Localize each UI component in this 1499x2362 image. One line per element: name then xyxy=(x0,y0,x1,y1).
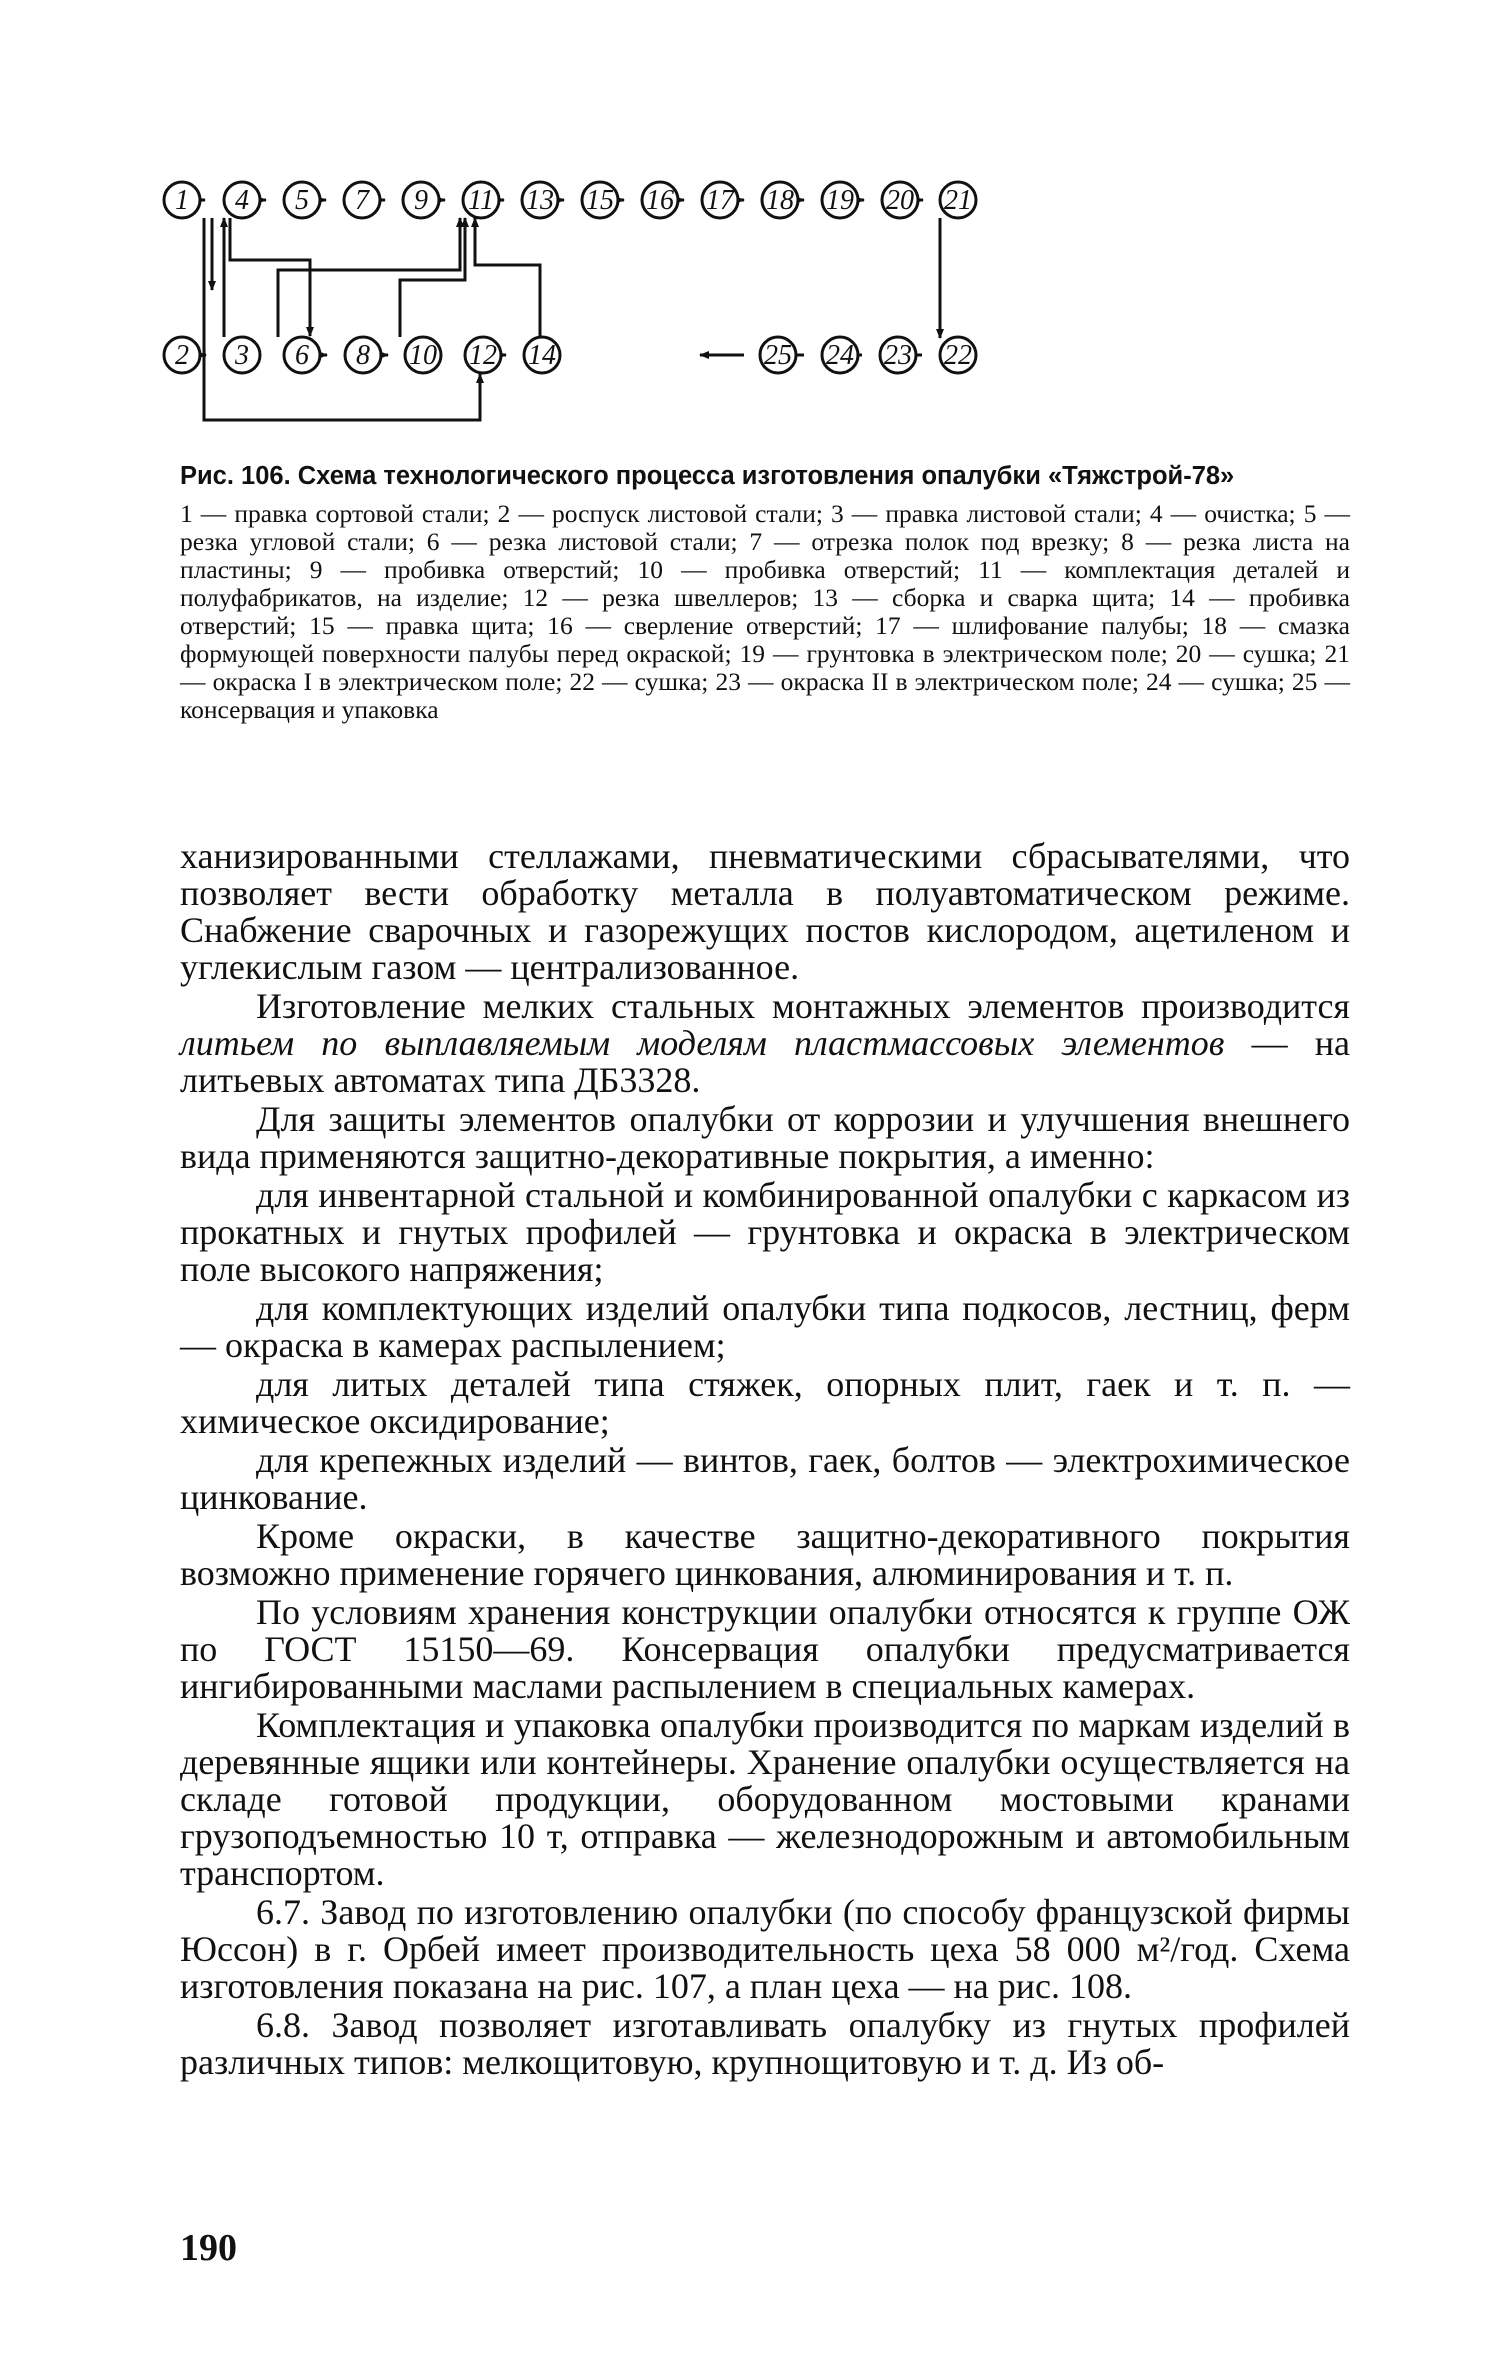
caption-title: Рис. 106. Схема технологического процесса изготовления опалубки «Тяжстрой-78» xyxy=(180,462,1235,490)
process-node-label: 13 xyxy=(526,185,554,216)
paragraph: для комплектующих изделий опалубки типа подкосов, лестниц, ферм — окраска в камерах распылением; xyxy=(180,1288,1350,1365)
process-node-label: 18 xyxy=(766,185,794,216)
process-node xyxy=(702,182,738,218)
process-flow-diagram xyxy=(160,160,1360,460)
process-node-label: 6 xyxy=(295,340,309,371)
process-node-label: 21 xyxy=(944,185,972,216)
process-node xyxy=(940,337,976,373)
process-node-label: 14 xyxy=(528,340,556,371)
process-node xyxy=(224,337,260,373)
process-node xyxy=(582,182,618,218)
process-node xyxy=(522,182,558,218)
paragraph: для крепежных изделий — винтов, гаек, болтов — электрохимическое цинкование. xyxy=(180,1440,1350,1517)
process-node-label: 11 xyxy=(468,185,494,216)
process-node-label: 23 xyxy=(884,340,912,371)
process-node-label: 8 xyxy=(356,340,370,371)
process-node xyxy=(345,337,381,373)
process-node xyxy=(880,337,916,373)
process-node xyxy=(224,182,260,218)
process-node xyxy=(405,337,441,373)
process-node-label: 4 xyxy=(235,185,249,216)
process-node xyxy=(760,337,796,373)
process-node xyxy=(284,182,320,218)
paragraph: Для защиты элементов опалубки от коррозии и улучшения внешнего вида применяются защитно-декоративные покрытия, а именно: xyxy=(180,1099,1350,1176)
caption-legend: 1 — правка сортовой стали; 2 — роспуск листовой стали; 3 — правка листовой стали; 4 — очистка; 5 — резка угловой стали; 6 — резка листовой стали; 7 — отрезка полок под врезку; 8 — резка листа на пластины; 9 — пробивка отверстий; 10 — пробивка отверстий; 11 — комплектация деталей и полуфабрикатов, на изделие; 12 — резка швеллеров; 13 — сборка и сварка щита; 14 — пробивка отверстий; 15 — правка щита; 16 — сверление отверстий; 17 — шлифование палубы; 18 — смазка формующей поверхности палубы перед окраской; 19 — грунтовка в электрическом поле; 20 — сушка; 21 — окраска I в электрическом поле; 22 — сушка; 23 — окраска II в электрическом поле; 24 — сушка; 25 — консервация и упаковка xyxy=(180,499,1350,724)
process-node-label: 24 xyxy=(826,340,854,371)
process-node-label: 19 xyxy=(826,185,854,216)
figure-caption xyxy=(180,460,1350,724)
paragraph: Кроме окраски, в качестве защитно-декоративного покрытия возможно применение горячего цинкования, алюминирования и т. п. xyxy=(180,1516,1350,1593)
flow-connectors xyxy=(182,200,940,420)
paragraph: 6.7. Завод по изготовлению опалубки (по способу французской фирмы Юссон) в г. Орбей имеет производительность цеха 58 000 м²/год. Схема изготовления показана на рис. 107, а план цеха — на рис. 108. xyxy=(180,1892,1350,2006)
process-node-label: 1 xyxy=(175,185,189,216)
process-node-label: 10 xyxy=(409,340,437,371)
process-node xyxy=(403,182,439,218)
process-node xyxy=(164,182,200,218)
process-node xyxy=(822,337,858,373)
paragraph: для литых деталей типа стяжек, опорных плит, гаек и т. п. — химическое оксидирование; xyxy=(180,1364,1350,1441)
process-node xyxy=(524,337,560,373)
italic-run: литьем по выплавляемым моделям пластмассовых элементов xyxy=(180,1023,1225,1063)
process-node-label: 7 xyxy=(355,185,369,216)
paragraph: Комплектация и упаковка опалубки производится по маркам изделий в деревянные ящики или контейнеры. Хранение опалубки осуществляется на складе готовой продукции, оборудованном мостовыми кранами грузоподъемностью 10 т, отправка — железнодорожным и автомобильным транспортом. xyxy=(180,1705,1350,1893)
paragraph: ханизированными стеллажами, пневматическими сбрасывателями, что позволяет вести обработку металла в полуавтоматическом режиме. Снабжение сварочных и газорежущих постов кислородом, ацетиленом и углекислым газом — централизованное. xyxy=(180,836,1350,987)
process-node xyxy=(762,182,798,218)
paragraph xyxy=(180,988,1350,1099)
text-run: Изготовление мелких стальных монтажных элементов производится xyxy=(256,986,1350,1026)
process-node xyxy=(463,182,499,218)
process-node-label: 9 xyxy=(414,185,428,216)
process-node xyxy=(465,337,501,373)
process-node-label: 2 xyxy=(175,340,189,371)
process-node xyxy=(164,337,200,373)
process-node xyxy=(642,182,678,218)
process-node-label: 16 xyxy=(646,185,674,216)
process-node xyxy=(882,182,918,218)
process-node-label: 5 xyxy=(295,185,309,216)
process-node-label: 20 xyxy=(886,185,914,216)
process-nodes xyxy=(164,182,976,373)
paragraph: для инвентарной стальной и комбинированной опалубки с каркасом из прокатных и гнутых профилей — грунтовка и окраска в электрическом поле высокого напряжения; xyxy=(180,1175,1350,1289)
process-node-label: 25 xyxy=(764,340,792,371)
process-node xyxy=(344,182,380,218)
process-node-label: 17 xyxy=(706,185,734,216)
process-node-label: 12 xyxy=(469,340,497,371)
process-node-label: 15 xyxy=(586,185,614,216)
process-node xyxy=(284,337,320,373)
paragraph: 6.8. Завод позволяет изготавливать опалубку из гнутых профилей различных типов: мелкощитовую, крупнощитовую и т. д. Из об- xyxy=(180,2005,1350,2082)
body-text xyxy=(180,838,1350,2083)
process-node-label: 3 xyxy=(235,340,249,371)
process-node-label: 22 xyxy=(944,340,972,371)
process-node xyxy=(940,182,976,218)
paragraph: По условиям хранения конструкции опалубки относятся к группе ОЖ по ГОСТ 15150—69. Консервация опалубки предусматривается ингибированными маслами распылением в специальных камерах. xyxy=(180,1592,1350,1706)
text-run: — на литьевых автоматах типа ДБ3328. xyxy=(180,1023,1350,1100)
page-number: 190 xyxy=(180,2227,237,2269)
process-node xyxy=(822,182,858,218)
